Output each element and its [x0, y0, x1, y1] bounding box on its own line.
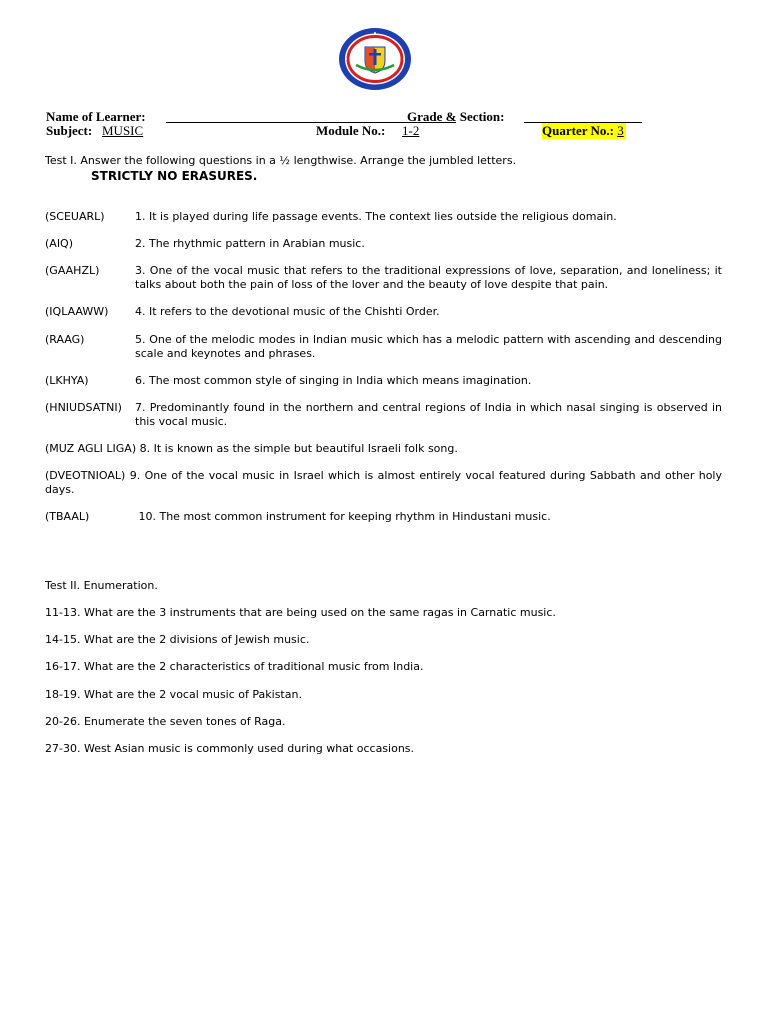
question-text: 10. The most common instrument for keeping rhythm in Hindustani music. — [135, 510, 551, 523]
no-erasures-note: STRICTLY NO ERASURES. — [91, 169, 258, 183]
grade-section-label: Grade & Section: — [407, 109, 505, 124]
test2-title: Test II. Enumeration. — [45, 579, 158, 592]
question-line — [45, 469, 722, 497]
school-seal-logo — [338, 27, 412, 91]
question-6 — [45, 374, 722, 388]
jumbled-word: (GAAHZL) — [45, 264, 100, 277]
jumbled-word: (HNIUDSATNI) — [45, 401, 122, 414]
jumbled-word: (RAAG) — [45, 333, 85, 346]
question-text: 2. The rhythmic pattern in Arabian music. — [135, 237, 365, 250]
question-3 — [45, 264, 722, 292]
jumbled-word: (LKHYA) — [45, 374, 89, 387]
jumbled-word: (IQLAAWW) — [45, 305, 109, 318]
enumeration-item: 27-30. West Asian music is commonly used during what occasions. — [45, 742, 415, 755]
enumeration-item: 18-19. What are the 2 vocal music of Pakistan. — [45, 688, 302, 701]
question-text: 4. It refers to the devotional music of the Chishti Order. — [135, 305, 440, 318]
question-line — [45, 442, 722, 456]
question-text: 9. One of the vocal music in Israel which is almost entirely vocal featured during Sabbath and other holy days. — [45, 469, 722, 496]
question-text: 7. Predominantly found in the northern and central regions of India in which nasal singing is observed in this vocal music. — [135, 401, 722, 428]
question-8 — [45, 442, 722, 456]
question-1 — [45, 210, 722, 224]
question-text: 6. The most common style of singing in India which means imagination. — [135, 374, 532, 387]
subject-info-row — [46, 123, 726, 139]
question-10 — [45, 510, 722, 524]
module-label: Module No.: — [316, 123, 386, 138]
question-text: 8. It is known as the simple but beautiful Israeli folk song. — [139, 442, 458, 455]
test1-instruction: Test I. Answer the following questions in a ½ lengthwise. Arrange the jumbled letters. — [45, 154, 517, 167]
jumbled-word: (SCEUARL) — [45, 210, 105, 223]
quarter-label: Quarter No.: — [542, 123, 614, 138]
module-value: 1-2 — [402, 123, 420, 138]
jumbled-word: (TBAAL) — [45, 510, 90, 523]
question-2 — [45, 237, 722, 251]
question-text: 1. It is played during life passage events. The context lies outside the religious domain. — [135, 210, 617, 223]
quarter-box — [542, 123, 626, 139]
question-4 — [45, 305, 722, 319]
enumeration-item: 11-13. What are the 3 instruments that are being used on the same ragas in Carnatic music. — [45, 606, 556, 619]
enumeration-item: 14-15. What are the 2 divisions of Jewish music. — [45, 633, 310, 646]
question-text: 5. One of the melodic modes in Indian music which has a melodic pattern with ascending and descending scale and keynotes and phrases. — [135, 333, 722, 360]
subject-value: MUSIC — [102, 123, 144, 138]
jumbled-word: (DVEOTNIOAL) — [45, 469, 126, 482]
question-5 — [45, 333, 722, 361]
enumeration-item: 20-26. Enumerate the seven tones of Raga. — [45, 715, 286, 728]
question-9 — [45, 469, 722, 497]
jumbled-word: (AIQ) — [45, 237, 74, 250]
learner-name-label: Name of Learner: — [46, 109, 146, 124]
enumeration-item: 16-17. What are the 2 characteristics of traditional music from India. — [45, 660, 424, 673]
quarter-value: 3 — [617, 123, 624, 138]
question-7 — [45, 401, 722, 429]
question-text: 3. One of the vocal music that refers to the traditional expressions of love, separation, and loneliness; it talks about both the pain of loss of the lover and the beauty of love despite that pain. — [135, 264, 722, 291]
jumbled-word: (MUZ AGLI LIGA) — [45, 442, 137, 455]
subject-label: Subject: — [46, 123, 93, 138]
